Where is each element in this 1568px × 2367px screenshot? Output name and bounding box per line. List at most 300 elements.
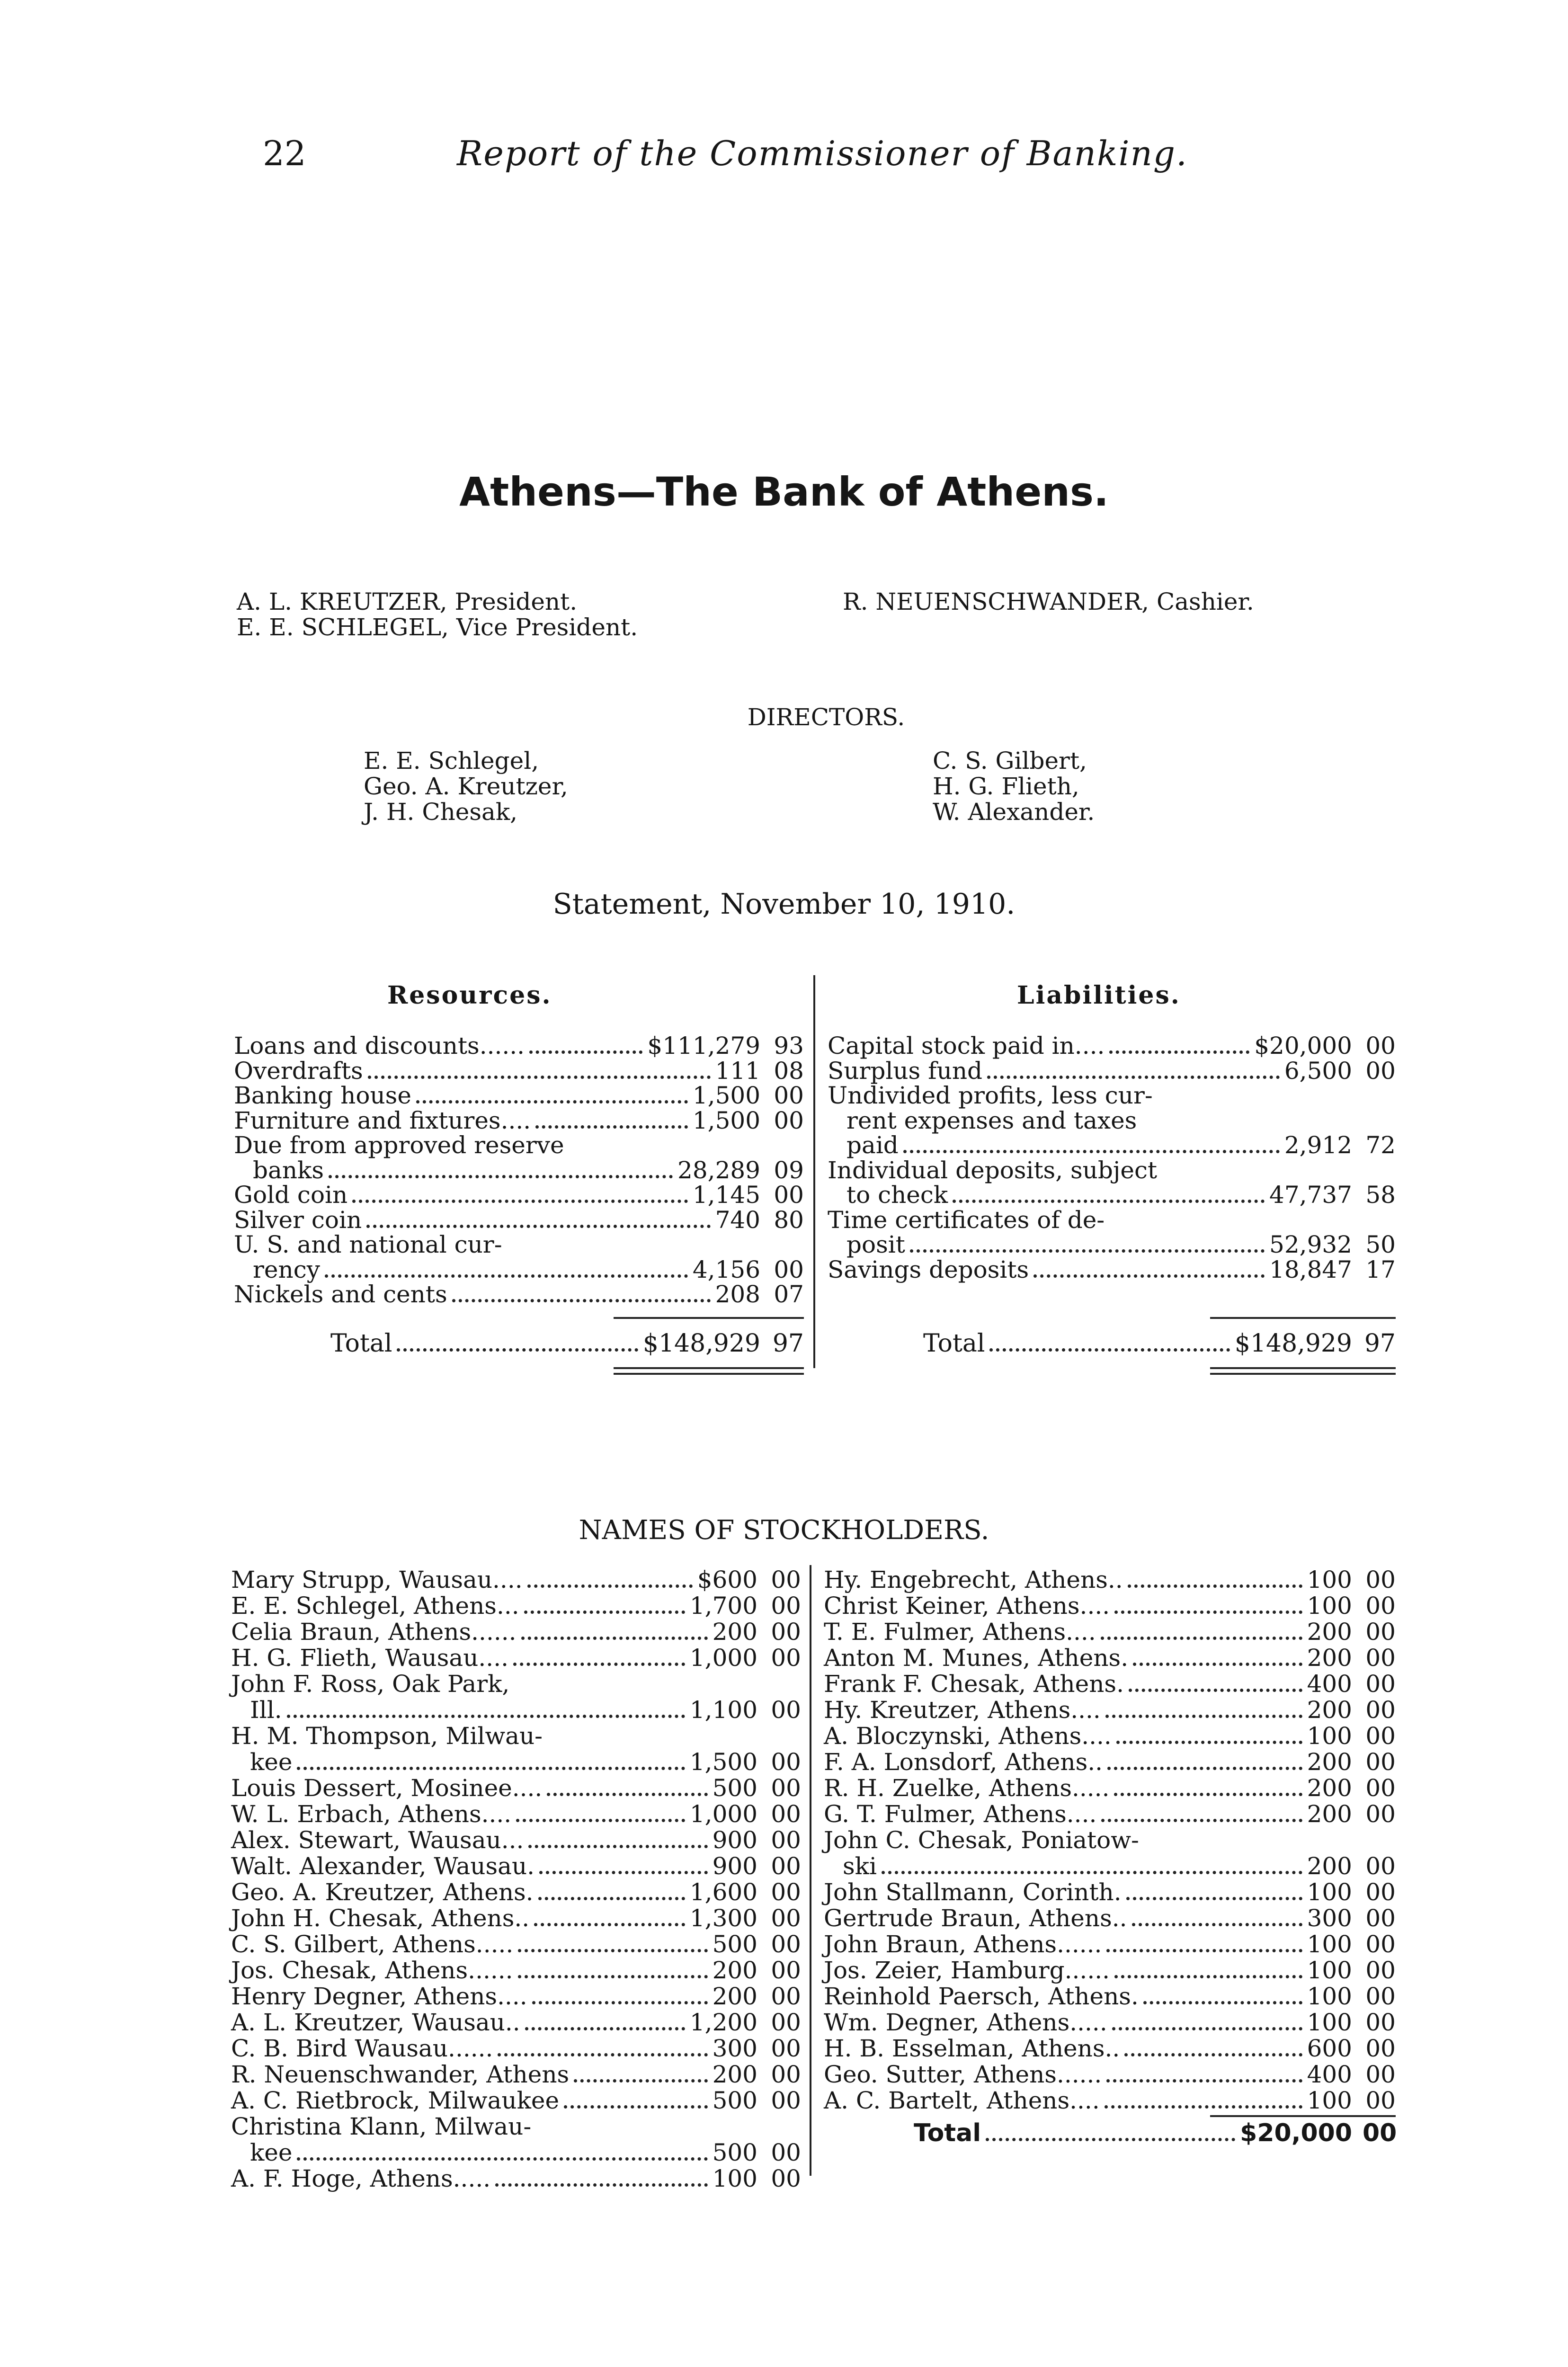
- amount-cents: 00: [771, 1852, 801, 1880]
- stockholder-row: [824, 2061, 1396, 2089]
- liability-row: [828, 1231, 1396, 1259]
- amount-cents: 00: [1365, 1878, 1396, 1906]
- dot-leader: [1101, 1637, 1302, 1640]
- entry-label: Mary Strupp, Wausau....: [231, 1566, 523, 1593]
- dot-leader: [987, 1076, 1280, 1079]
- stockholder-row: [824, 2035, 1396, 2063]
- stockholders-total-dollars: $20,000: [1240, 2119, 1352, 2147]
- entry-label: H. G. Flieth, Wausau....: [231, 1644, 508, 1672]
- amount-cents: 00: [771, 1983, 801, 2010]
- stockholder-row: [231, 2035, 801, 2063]
- dot-leader: [495, 2183, 707, 2187]
- stockholder-row: [231, 2165, 801, 2193]
- amount-cents: 17: [1365, 1255, 1396, 1283]
- entry-label: Christ Keiner, Athens....: [824, 1592, 1110, 1620]
- amount-dollars: 900: [712, 1826, 757, 1854]
- resources-total-rule: [614, 1317, 804, 1319]
- stockholder-row: [231, 1931, 801, 1959]
- amount-dollars: 200: [1307, 1800, 1352, 1828]
- amount-cents: 00: [771, 2087, 801, 2114]
- liabilities-heading: Liabilities.: [1017, 981, 1181, 1010]
- entry-label: John F. Ross, Oak Park,: [231, 1670, 510, 1698]
- resource-row-continued: [234, 1131, 804, 1159]
- amount-dollars: 47,737: [1269, 1181, 1352, 1209]
- entry-label: Christina Klann, Milwau-: [231, 2113, 532, 2140]
- amount-dollars: 52,932: [1269, 1231, 1352, 1258]
- entry-label: Time certificates of de-: [828, 1206, 1105, 1234]
- entry-label: kee: [250, 1748, 293, 1776]
- entry-label: A. Bloczynski, Athens....: [824, 1722, 1112, 1750]
- stockholder-row: [231, 2139, 801, 2167]
- dot-leader: [518, 1949, 707, 1952]
- resource-row: [234, 1256, 804, 1284]
- entry-label: U. S. and national cur-: [234, 1231, 502, 1258]
- amount-cents: 00: [771, 1696, 801, 1724]
- amount-cents: 00: [771, 1904, 801, 1932]
- dot-leader: [535, 1125, 688, 1129]
- entry-label: Furniture and fixtures....: [234, 1106, 531, 1134]
- dot-leader: [534, 1923, 685, 1926]
- amount-dollars: 100: [1307, 2087, 1352, 2114]
- stockholder-row: [231, 1852, 801, 1881]
- dot-leader: [521, 1637, 708, 1640]
- stockholder-row: [824, 2009, 1396, 2037]
- stockholders-total-cents: 00: [1363, 2119, 1397, 2147]
- amount-cents: 00: [1365, 1800, 1396, 1828]
- amount-cents: 07: [774, 1281, 804, 1308]
- director-name: C. S. Gilbert,: [933, 747, 1087, 774]
- stockholder-row: [824, 1748, 1396, 1777]
- resources-total-label: Total: [330, 1329, 392, 1358]
- liability-row-continued: [828, 1107, 1396, 1134]
- stockholder-row: [824, 1592, 1396, 1620]
- stockholder-row: [824, 1878, 1396, 1907]
- entry-label: Frank F. Chesak, Athens.: [824, 1670, 1124, 1698]
- entry-label: posit: [846, 1231, 905, 1258]
- amount-cents: 00: [771, 2009, 801, 2036]
- amount-cents: 80: [774, 1206, 804, 1234]
- amount-cents: 00: [771, 1618, 801, 1646]
- dot-leader: [986, 2138, 1235, 2141]
- stockholder-row: [231, 1774, 801, 1803]
- amount-dollars: 740: [715, 1206, 760, 1234]
- amount-cents: 00: [771, 1566, 801, 1593]
- dot-leader: [513, 1663, 685, 1666]
- dot-leader: [1114, 1793, 1302, 1796]
- amount-cents: 00: [1365, 2061, 1396, 2088]
- dot-leader: [524, 1611, 685, 1614]
- amount-cents: 00: [774, 1106, 804, 1134]
- stockholder-row-continued: [231, 1722, 801, 1750]
- stockholder-row: [231, 1878, 801, 1907]
- director-name: Geo. A. Kreutzer,: [364, 773, 568, 800]
- dot-leader: [287, 1715, 685, 1718]
- entry-label: Anton M. Munes, Athens.: [824, 1644, 1129, 1672]
- dot-leader: [989, 1348, 1229, 1352]
- resources-total-dollars: $148,929: [642, 1329, 760, 1358]
- liabilities-total-rule: [1210, 1317, 1396, 1319]
- stockholder-row: [231, 1644, 801, 1673]
- amount-cents: 00: [771, 1748, 801, 1776]
- entry-label: Loans and discounts......: [234, 1032, 525, 1059]
- stockholder-row: [824, 1904, 1396, 1933]
- amount-dollars: 100: [712, 2165, 757, 2192]
- amount-cents: 00: [1365, 1983, 1396, 2010]
- stockholder-row: [824, 1566, 1396, 1594]
- entry-label: Celia Braun, Athens......: [231, 1618, 517, 1646]
- resource-row: [234, 1082, 804, 1110]
- resources-total-row: [330, 1329, 804, 1358]
- amount-dollars: 18,847: [1269, 1255, 1352, 1283]
- dot-leader: [1101, 1819, 1302, 1822]
- dot-leader: [1114, 1611, 1302, 1614]
- amount-dollars: 500: [712, 2087, 757, 2114]
- amount-dollars: $600: [697, 1566, 757, 1593]
- entry-label: A. L. Kreutzer, Wausau..: [231, 2009, 520, 2036]
- dot-leader: [352, 1200, 688, 1203]
- stockholder-row: [824, 1722, 1396, 1751]
- stockholder-row: [231, 1983, 801, 2011]
- entry-label: Silver coin: [234, 1206, 362, 1234]
- entry-label: Jos. Zeier, Hamburg......: [824, 1957, 1110, 1984]
- liability-row-continued: [828, 1157, 1396, 1184]
- amount-dollars: 300: [712, 2035, 757, 2062]
- amount-dollars: 100: [1307, 1878, 1352, 1906]
- entry-label: H. M. Thompson, Milwau-: [231, 1722, 543, 1750]
- amount-cents: 00: [1365, 1618, 1396, 1646]
- stockholder-row: [824, 1800, 1396, 1829]
- entry-label: Alex. Stewart, Wausau...: [231, 1826, 524, 1854]
- dot-leader: [1133, 1663, 1302, 1666]
- amount-cents: 00: [1365, 1904, 1396, 1932]
- amount-dollars: 1,200: [689, 2009, 757, 2036]
- amount-dollars: 200: [712, 1957, 757, 1984]
- stockholder-row: [824, 1852, 1396, 1881]
- dot-leader: [528, 1845, 707, 1848]
- dot-leader: [538, 1897, 685, 1900]
- dot-leader: [297, 2157, 707, 2161]
- stockholder-row: [231, 2009, 801, 2037]
- amount-cents: 00: [771, 2035, 801, 2062]
- entry-label: Walt. Alexander, Wausau.: [231, 1852, 535, 1880]
- stockholder-row: [231, 1957, 801, 1985]
- dot-leader: [882, 1871, 1302, 1874]
- entry-label: Gertrude Braun, Athens..: [824, 1904, 1127, 1932]
- stockholder-row: [824, 1957, 1396, 1985]
- amount-dollars: 208: [715, 1281, 760, 1308]
- amount-cents: 08: [774, 1057, 804, 1085]
- liabilities-double-rule: [1210, 1367, 1396, 1375]
- liability-row: [828, 1057, 1396, 1086]
- amount-dollars: 4,156: [692, 1255, 760, 1283]
- amount-cents: 00: [771, 1644, 801, 1672]
- dot-leader: [564, 2105, 708, 2109]
- dot-leader: [1105, 1715, 1302, 1718]
- amount-dollars: 111: [715, 1057, 760, 1085]
- amount-cents: 93: [774, 1032, 804, 1059]
- entry-label: Reinhold Paersch, Athens.: [824, 1983, 1139, 2010]
- dot-leader: [366, 1225, 710, 1228]
- amount-dollars: 500: [712, 1931, 757, 1958]
- statement-column-divider: [813, 975, 815, 1368]
- entry-label: Geo. A. Kreutzer, Athens.: [231, 1878, 534, 1906]
- dot-leader: [368, 1076, 711, 1079]
- resources-total-cents: 97: [772, 1329, 804, 1358]
- amount-dollars: 100: [1307, 1957, 1352, 1984]
- resource-row: [234, 1181, 804, 1210]
- dot-leader: [1106, 2079, 1302, 2082]
- amount-dollars: 1,500: [692, 1082, 760, 1109]
- director-name: J. H. Chesak,: [364, 798, 518, 826]
- dot-leader: [1126, 1897, 1302, 1900]
- stockholder-row: [824, 1644, 1396, 1673]
- amount-dollars: 1,700: [689, 1592, 757, 1620]
- amount-cents: 00: [1365, 1774, 1396, 1802]
- amount-cents: 00: [1365, 1696, 1396, 1724]
- amount-dollars: 1,600: [689, 1878, 757, 1906]
- dot-leader: [525, 2027, 685, 2030]
- amount-dollars: 1,500: [689, 1748, 757, 1776]
- amount-cents: 00: [1365, 2035, 1396, 2062]
- amount-cents: 09: [774, 1156, 804, 1184]
- amount-dollars: 200: [712, 2061, 757, 2088]
- amount-cents: 00: [771, 1957, 801, 1984]
- entry-label: Hy. Kreutzer, Athens....: [824, 1696, 1101, 1724]
- amount-cents: 00: [1365, 2087, 1396, 2114]
- directors-heading: DIRECTORS.: [747, 703, 905, 731]
- dot-leader: [1109, 1050, 1249, 1054]
- officer-president: A. L. KREUTZER, President.: [237, 588, 578, 615]
- liability-row: [828, 1032, 1396, 1060]
- amount-cents: 00: [771, 1592, 801, 1620]
- director-name: W. Alexander.: [933, 798, 1095, 826]
- amount-dollars: 400: [1307, 2061, 1352, 2088]
- amount-dollars: 200: [1307, 1774, 1352, 1802]
- resources-double-rule: [614, 1367, 804, 1375]
- entry-label: Ill.: [250, 1696, 282, 1724]
- stockholder-row: [824, 1670, 1396, 1699]
- amount-dollars: 1,100: [689, 1696, 757, 1724]
- dot-leader: [532, 2001, 708, 2004]
- resource-row: [234, 1032, 804, 1060]
- stockholder-row-continued: [824, 1826, 1396, 1854]
- dot-leader: [416, 1100, 688, 1103]
- amount-cents: 00: [1365, 1722, 1396, 1750]
- amount-cents: 00: [771, 2061, 801, 2088]
- resource-row: [234, 1281, 804, 1309]
- dot-leader: [397, 1348, 638, 1352]
- amount-cents: 00: [771, 1826, 801, 1854]
- dot-leader: [529, 1050, 642, 1054]
- director-name: E. E. Schlegel,: [364, 747, 539, 774]
- entry-label: Wm. Degner, Athens.....: [824, 2009, 1107, 2036]
- liabilities-total-label: Total: [923, 1329, 985, 1358]
- amount-dollars: 6,500: [1284, 1057, 1352, 1085]
- amount-dollars: 400: [1307, 1670, 1352, 1698]
- dot-leader: [1114, 1975, 1302, 1978]
- stockholders-total-row: [914, 2119, 1396, 2148]
- stockholder-row: [231, 1800, 801, 1829]
- liability-row-continued: [828, 1082, 1396, 1109]
- liability-row-continued: [828, 1206, 1396, 1234]
- amount-dollars: 1,500: [692, 1106, 760, 1134]
- amount-cents: 58: [1365, 1181, 1396, 1209]
- amount-dollars: 200: [1307, 1748, 1352, 1776]
- resource-row: [234, 1057, 804, 1086]
- amount-cents: 00: [774, 1181, 804, 1209]
- stockholder-row: [231, 1904, 801, 1933]
- stockholder-row: [824, 1774, 1396, 1803]
- stockholder-row: [824, 1931, 1396, 1959]
- dot-leader: [516, 1819, 685, 1822]
- stockholder-row: [231, 2087, 801, 2115]
- entry-label: Hy. Engebrecht, Athens..: [824, 1566, 1123, 1593]
- stockholder-row: [231, 1826, 801, 1855]
- entry-label: T. E. Fulmer, Athens....: [824, 1618, 1096, 1646]
- stockholder-row: [231, 1592, 801, 1620]
- dot-leader: [1105, 2105, 1302, 2109]
- entry-label: A. C. Bartelt, Athens....: [824, 2087, 1100, 2114]
- entry-label: rency: [253, 1255, 320, 1283]
- bank-title: Athens—The Bank of Athens.: [459, 469, 1109, 515]
- entry-label: Louis Dessert, Mosinee....: [231, 1774, 543, 1802]
- resource-row-continued: [234, 1231, 804, 1258]
- entry-label: Capital stock paid in....: [828, 1032, 1105, 1059]
- entry-label: E. E. Schlegel, Athens...: [231, 1592, 519, 1620]
- dot-leader: [1033, 1274, 1265, 1278]
- amount-dollars: 100: [1307, 1983, 1352, 2010]
- entry-label: Gold coin: [234, 1181, 348, 1209]
- amount-cents: 00: [771, 1774, 801, 1802]
- entry-label: John Braun, Athens......: [824, 1931, 1102, 1958]
- entry-label: Henry Degner, Athens....: [231, 1983, 527, 2010]
- entry-label: paid: [846, 1131, 899, 1159]
- statement-heading: Statement, November 10, 1910.: [552, 888, 1016, 921]
- amount-cents: 00: [1365, 1931, 1396, 1958]
- stockholder-row: [824, 1618, 1396, 1646]
- entry-label: Due from approved reserve: [234, 1131, 564, 1159]
- liabilities-total-cents: 97: [1364, 1329, 1396, 1358]
- amount-dollars: 200: [712, 1983, 757, 2010]
- amount-cents: 00: [1365, 1644, 1396, 1672]
- amount-dollars: 200: [1307, 1644, 1352, 1672]
- amount-cents: 72: [1365, 1131, 1396, 1159]
- entry-label: Savings deposits: [828, 1255, 1029, 1283]
- stockholder-row: [231, 2061, 801, 2089]
- amount-dollars: 100: [1307, 1722, 1352, 1750]
- entry-label: A. F. Hoge, Athens.....: [231, 2165, 491, 2192]
- entry-label: C. B. Bird Wausau......: [231, 2035, 493, 2062]
- dot-leader: [1112, 2027, 1302, 2030]
- amount-dollars: $111,279: [647, 1032, 760, 1059]
- resources-heading: Resources.: [387, 981, 552, 1010]
- entry-label: Geo. Sutter, Athens......: [824, 2061, 1102, 2088]
- dot-leader: [1129, 1689, 1302, 1692]
- entry-label: John H. Chesak, Athens..: [231, 1904, 530, 1932]
- officer-cashier: R. NEUENSCHWANDER, Cashier.: [843, 588, 1254, 615]
- stockholder-row: [231, 1748, 801, 1777]
- amount-dollars: 200: [1307, 1618, 1352, 1646]
- stockholder-row: [231, 1696, 801, 1725]
- dot-leader: [518, 1975, 708, 1978]
- amount-dollars: 300: [1307, 1904, 1352, 1932]
- amount-dollars: 100: [1307, 2009, 1352, 2036]
- amount-cents: 00: [1365, 1670, 1396, 1698]
- amount-dollars: 1,000: [689, 1800, 757, 1828]
- liability-row: [828, 1131, 1396, 1160]
- dot-leader: [297, 1767, 685, 1770]
- dot-leader: [903, 1150, 1280, 1153]
- entry-label: A. C. Rietbrock, Milwaukee: [231, 2087, 560, 2114]
- directors-left-list: [364, 748, 568, 825]
- liabilities-total-dollars: $148,929: [1234, 1329, 1352, 1358]
- resource-row: [234, 1157, 804, 1185]
- amount-cents: 00: [774, 1082, 804, 1109]
- stockholder-row: [231, 1566, 801, 1594]
- liability-row: [828, 1181, 1396, 1210]
- dot-leader: [329, 1175, 673, 1178]
- amount-dollars: 500: [712, 2139, 757, 2166]
- dot-leader: [325, 1274, 688, 1278]
- amount-cents: 00: [1365, 1957, 1396, 1984]
- stockholders-total-rule: [1210, 2115, 1396, 2117]
- amount-dollars: 500: [712, 1774, 757, 1802]
- amount-cents: 00: [771, 2139, 801, 2166]
- stockholders-heading: NAMES OF STOCKHOLDERS.: [579, 1515, 989, 1546]
- amount-dollars: 200: [1307, 1852, 1352, 1880]
- entry-label: Nickels and cents: [234, 1281, 447, 1308]
- resource-row: [234, 1206, 804, 1235]
- stockholder-row-continued: [231, 1670, 801, 1698]
- amount-dollars: 100: [1307, 1566, 1352, 1593]
- stockholder-row: [824, 2087, 1396, 2115]
- dot-leader: [1106, 1949, 1302, 1952]
- directors-right-list: [933, 748, 1095, 825]
- stockholder-row-continued: [231, 2113, 801, 2140]
- stockholders-column-divider: [810, 1565, 811, 2176]
- amount-dollars: 1,000: [689, 1644, 757, 1672]
- amount-cents: 00: [1365, 2009, 1396, 2036]
- amount-cents: 00: [1365, 1032, 1396, 1059]
- amount-cents: 00: [1365, 1852, 1396, 1880]
- amount-dollars: 900: [712, 1852, 757, 1880]
- entry-label: Undivided profits, less cur-: [828, 1082, 1153, 1109]
- amount-dollars: 28,289: [677, 1156, 760, 1184]
- liability-row: [828, 1256, 1396, 1284]
- dot-leader: [498, 2053, 707, 2056]
- amount-cents: 00: [1365, 1592, 1396, 1620]
- resource-row: [234, 1107, 804, 1135]
- entry-label: G. T. Fulmer, Athens....: [824, 1800, 1097, 1828]
- stockholder-row: [231, 1618, 801, 1646]
- amount-dollars: $20,000: [1254, 1032, 1352, 1059]
- entry-label: Banking house: [234, 1082, 411, 1109]
- dot-leader: [953, 1200, 1265, 1203]
- director-name: H. G. Flieth,: [933, 773, 1079, 800]
- dot-leader: [539, 1871, 708, 1874]
- entry-label: W. L. Erbach, Athens....: [231, 1800, 512, 1828]
- dot-leader: [574, 2079, 707, 2082]
- amount-cents: 00: [1365, 1748, 1396, 1776]
- officer-vice-president: E. E. SCHLEGEL, Vice President.: [237, 614, 638, 641]
- amount-cents: 50: [1365, 1231, 1396, 1258]
- entry-label: Surplus fund: [828, 1057, 983, 1085]
- amount-dollars: 100: [1307, 1592, 1352, 1620]
- liabilities-total-row: [923, 1329, 1396, 1358]
- amount-dollars: 600: [1307, 2035, 1352, 2062]
- amount-cents: 00: [771, 1878, 801, 1906]
- dot-leader: [1143, 2001, 1302, 2004]
